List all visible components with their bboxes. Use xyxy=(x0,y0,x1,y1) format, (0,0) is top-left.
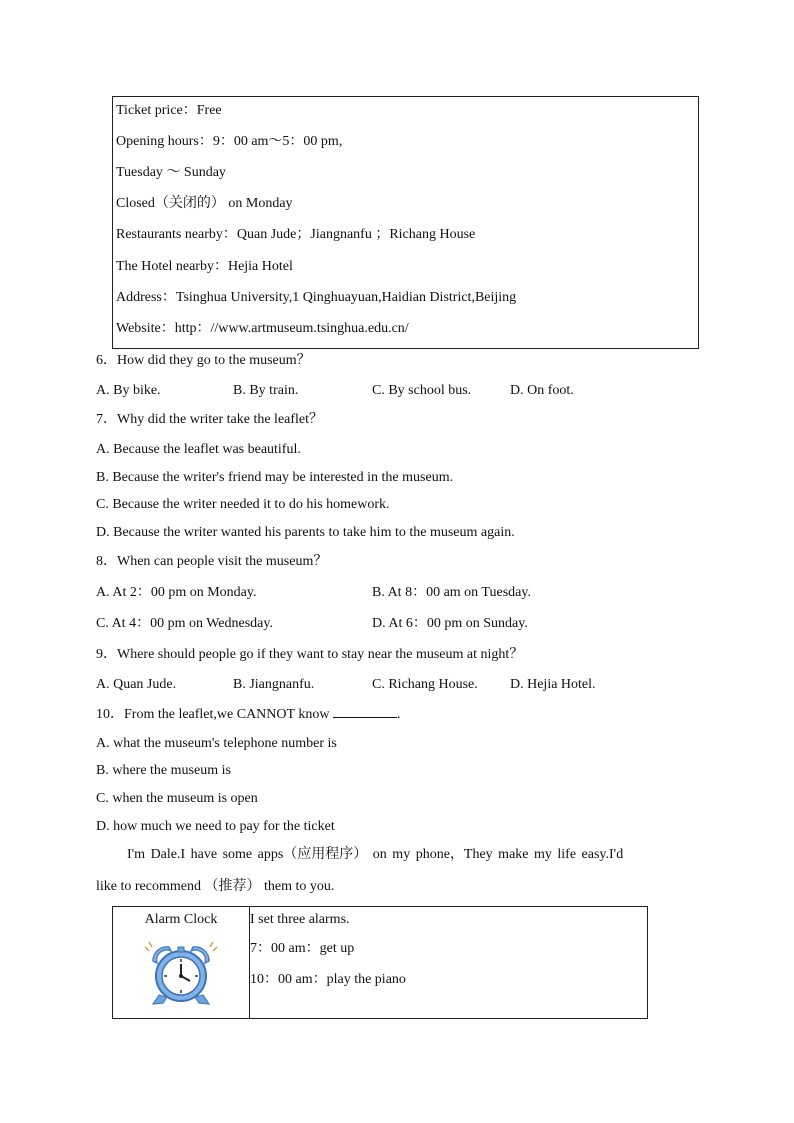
question-10-stem-end: . xyxy=(396,707,401,722)
hotel-text: The Hotel nearby：Hejia Hotel xyxy=(116,259,293,274)
question-9-stem: 9．Where should people go if they want to stay near the museum at night？ xyxy=(96,647,524,662)
question-10-option-b: B. where the museum is xyxy=(96,763,231,778)
alarm-line-1: I set three alarms. xyxy=(250,912,350,927)
question-9-option-a: A. Quan Jude. xyxy=(96,677,177,692)
question-10-option-a: A. what the museum's telephone number is xyxy=(96,736,337,751)
question-7-option-b: B. Because the writer's friend may be interested in the museum. xyxy=(96,470,454,485)
ticket-price-text: Ticket price：Free xyxy=(116,103,222,118)
question-9-option-d: D. Hejia Hotel. xyxy=(510,677,596,692)
question-8-option-b: B. At 8：00 am on Tuesday. xyxy=(372,585,531,600)
website-text: Website：http：//www.artmuseum.tsinghua.edu.cn/ xyxy=(116,321,409,336)
passage-line-1: I'm Dale.I have some apps（应用程序） on my phone，They make my life easy.I'd xyxy=(127,847,624,862)
opening-days-text: Tuesday ～ Sunday xyxy=(116,165,226,180)
closed-day-text: Closed（关闭的） on Monday xyxy=(116,196,293,211)
app-table xyxy=(112,906,648,1019)
question-6-option-d: D. On foot. xyxy=(510,383,574,398)
opening-hours-text: Opening hours：9：00 am～5：00 pm, xyxy=(116,134,343,149)
question-10-stem xyxy=(96,705,400,724)
question-10-option-d: D. how much we need to pay for the ticket xyxy=(96,819,335,834)
question-6-option-b: B. By train. xyxy=(233,383,299,398)
question-8-option-a: A. At 2：00 pm on Monday. xyxy=(96,585,257,600)
answer-blank xyxy=(333,705,397,718)
question-7-option-d: D. Because the writer wanted his parents to take him to the museum again. xyxy=(96,525,515,540)
question-8-option-d: D. At 6：00 pm on Sunday. xyxy=(372,616,528,631)
app-name: Alarm Clock xyxy=(144,912,218,927)
address-text: Address：Tsinghua University,1 Qinghuayuan,Haidian District,Beijing xyxy=(116,290,517,305)
question-6-option-c: C. By school bus. xyxy=(372,383,472,398)
alarm-line-3: 10：00 am：play the piano xyxy=(250,972,406,987)
question-9-option-c: C. Richang House. xyxy=(372,677,478,692)
question-6-option-a: A. By bike. xyxy=(96,383,161,398)
app-table-left-cell xyxy=(113,907,250,1018)
question-8-option-c: C. At 4：00 pm on Wednesday. xyxy=(96,616,273,631)
question-7-option-a: A. Because the leaflet was beautiful. xyxy=(96,442,301,457)
question-9-option-b: B. Jiangnanfu. xyxy=(233,677,315,692)
passage-line-2: like to recommend （推荐） them to you. xyxy=(96,879,335,894)
question-10-option-c: C. when the museum is open xyxy=(96,791,258,806)
alarm-clock-icon xyxy=(143,939,219,1012)
question-7-stem: 7．Why did the writer take the leaflet？ xyxy=(96,412,324,427)
question-6-stem: 6．How did they go to the museum？ xyxy=(96,353,311,368)
question-10-stem-text: 10．From the leaflet,we CANNOT know xyxy=(96,707,330,722)
question-7-option-c: C. Because the writer needed it to do his homework. xyxy=(96,497,390,512)
restaurants-text: Restaurants nearby：Quan Jude；Jiangnanfu ；Richang House xyxy=(116,227,476,242)
museum-leaflet-box xyxy=(112,96,699,349)
question-8-stem: 8．When can people visit the museum？ xyxy=(96,554,328,569)
alarm-line-2: 7：00 am：get up xyxy=(250,941,355,956)
